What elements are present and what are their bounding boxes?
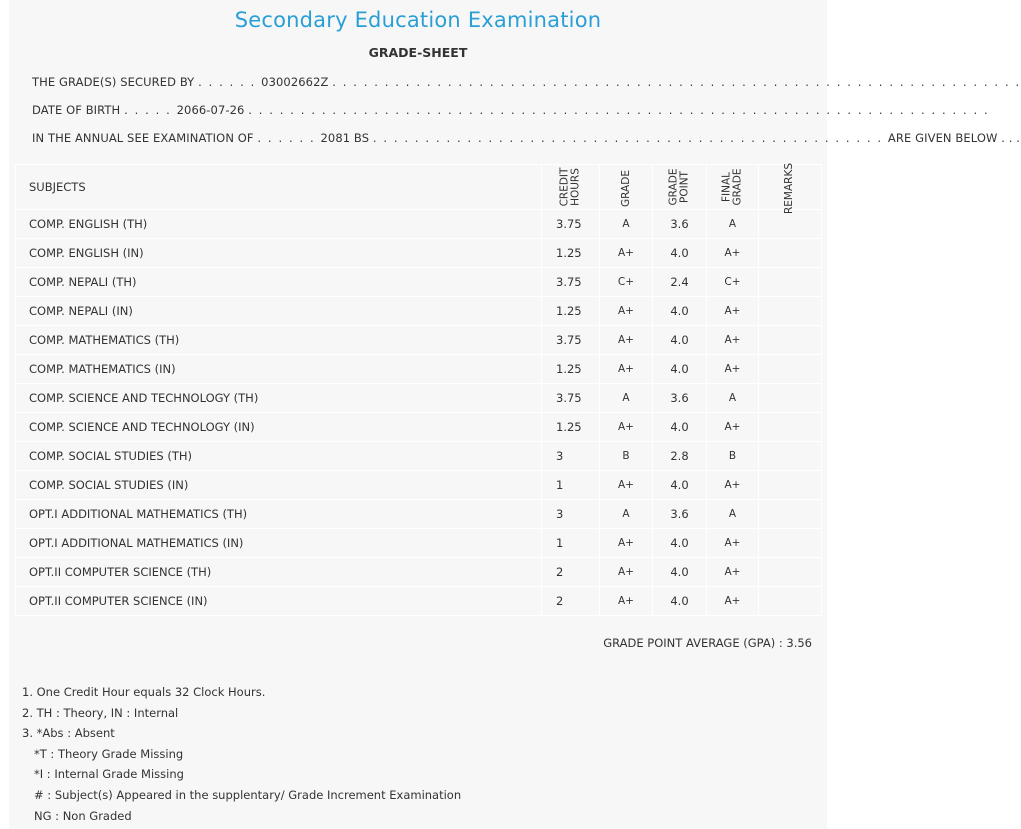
- cell-final-grade: A+: [707, 413, 759, 442]
- cell-subject: OPT.II COMPUTER SCIENCE (IN): [16, 587, 542, 616]
- cell-grade: A+: [600, 239, 653, 268]
- grades-table: [15, 164, 822, 616]
- note-item: *I : Internal Grade Missing: [34, 767, 184, 782]
- table-row: [16, 471, 822, 500]
- page-title: Secondary Education Examination: [234, 8, 602, 32]
- cell-credit-hours: 1: [542, 529, 600, 558]
- header-final-grade: [707, 165, 759, 210]
- table-header-row: [16, 165, 822, 210]
- table-row: [16, 529, 822, 558]
- cell-credit-hours: 1.25: [542, 239, 600, 268]
- header-final-grade-text: FINAL GRADE: [720, 168, 744, 206]
- exam-label: IN THE ANNUAL SEE EXAMINATION OF: [32, 131, 254, 145]
- note-item: *T : Theory Grade Missing: [34, 746, 184, 761]
- dob-label: DATE OF BIRTH: [32, 103, 121, 117]
- cell-grade-point: 4.0: [653, 413, 707, 442]
- gpa-label: GRADE POINT AVERAGE (GPA) :: [603, 636, 783, 650]
- cell-remarks: [759, 268, 822, 297]
- cell-final-grade: A+: [707, 529, 759, 558]
- header-remarks-text: REMARKS: [783, 162, 796, 215]
- header-credit-hours-text: CREDIT HOURS: [558, 167, 582, 207]
- note-item: NG : Non Graded: [34, 808, 132, 823]
- cell-remarks: [759, 384, 822, 413]
- cell-grade-point: 4.0: [653, 529, 707, 558]
- cell-grade-point: 2.4: [653, 268, 707, 297]
- cell-remarks: [759, 326, 822, 355]
- header-credit-hours: [542, 165, 600, 210]
- cell-subject: COMP. SCIENCE AND TECHNOLOGY (TH): [16, 384, 542, 413]
- cell-subject: COMP. MATHEMATICS (TH): [16, 326, 542, 355]
- cell-subject: OPT.I ADDITIONAL MATHEMATICS (TH): [16, 500, 542, 529]
- cell-credit-hours: 2: [542, 558, 600, 587]
- cell-final-grade: C+: [707, 268, 759, 297]
- cell-credit-hours: 2: [542, 587, 600, 616]
- cell-subject: COMP. NEPALI (IN): [16, 297, 542, 326]
- cell-grade: A: [600, 500, 653, 529]
- cell-subject: OPT.II COMPUTER SCIENCE (TH): [16, 558, 542, 587]
- cell-credit-hours: 3.75: [542, 326, 600, 355]
- cell-grade: A+: [600, 326, 653, 355]
- cell-final-grade: A+: [707, 297, 759, 326]
- cell-final-grade: A: [707, 384, 759, 413]
- info-exam: IN THE ANNUAL SEE EXAMINATION OF . . . . . . 2081 BS . . . . . . . . . . . . . . . . . . . . . . . . . . . . . . . . . . . . . . . . . . . . . . . . . ARE GIVEN BELOW . . .: [32, 131, 1021, 145]
- note-item: 2. TH : Theory, IN : Internal: [22, 705, 179, 720]
- cell-grade-point: 4.0: [653, 239, 707, 268]
- cell-remarks: [759, 529, 822, 558]
- cell-remarks: [759, 297, 822, 326]
- cell-subject: COMP. NEPALI (TH): [16, 268, 542, 297]
- cell-final-grade: A+: [707, 558, 759, 587]
- cell-remarks: [759, 355, 822, 384]
- cell-credit-hours: 3.75: [542, 268, 600, 297]
- cell-grade: A+: [600, 471, 653, 500]
- cell-credit-hours: 1.25: [542, 297, 600, 326]
- cell-subject: COMP. ENGLISH (IN): [16, 239, 542, 268]
- header-grade: [600, 165, 653, 210]
- table-row: [16, 268, 822, 297]
- table-row: [16, 587, 822, 616]
- cell-remarks: [759, 239, 822, 268]
- exam-value: 2081 BS: [320, 131, 370, 145]
- cell-subject: COMP. SCIENCE AND TECHNOLOGY (IN): [16, 413, 542, 442]
- cell-grade: B: [600, 442, 653, 471]
- cell-grade: C+: [600, 268, 653, 297]
- cell-remarks: [759, 442, 822, 471]
- cell-grade-point: 3.6: [653, 210, 707, 239]
- cell-grade: A: [600, 210, 653, 239]
- cell-subject: COMP. MATHEMATICS (IN): [16, 355, 542, 384]
- header-grade-point-text: GRADE POINT: [667, 168, 691, 206]
- cell-credit-hours: 3: [542, 442, 600, 471]
- cell-final-grade: A+: [707, 326, 759, 355]
- cell-credit-hours: 1.25: [542, 355, 600, 384]
- table-row: [16, 297, 822, 326]
- cell-credit-hours: 3: [542, 500, 600, 529]
- cell-remarks: [759, 471, 822, 500]
- header-grade-point: [653, 165, 707, 210]
- cell-final-grade: A: [707, 500, 759, 529]
- cell-grade-point: 3.6: [653, 500, 707, 529]
- cell-grade-point: 4.0: [653, 326, 707, 355]
- table-row: [16, 326, 822, 355]
- cell-subject: COMP. SOCIAL STUDIES (IN): [16, 471, 542, 500]
- cell-grade: A+: [600, 355, 653, 384]
- exam-suffix: ARE GIVEN BELOW . . .: [887, 131, 1021, 145]
- cell-final-grade: A+: [707, 587, 759, 616]
- cell-grade-point: 4.0: [653, 558, 707, 587]
- info-secured-by: THE GRADE(S) SECURED BY . . . . . . 03002662Z . . . . . . . . . . . . . . . . . . . . . . . . . . . . . . . . . . . . . . . . . . . . . . . . . . . . . . . . . . . . . . . . . .: [32, 75, 1021, 89]
- cell-grade-point: 4.0: [653, 471, 707, 500]
- cell-grade: A: [600, 384, 653, 413]
- table-row: [16, 500, 822, 529]
- grade-sheet: [9, 0, 1021, 829]
- cell-final-grade: A+: [707, 355, 759, 384]
- note-item: # : Subject(s) Appeared in the supplentary/ Grade Increment Examination: [34, 787, 462, 802]
- header-subjects: SUBJECTS: [16, 165, 542, 210]
- cell-subject: OPT.I ADDITIONAL MATHEMATICS (IN): [16, 529, 542, 558]
- table-row: [16, 442, 822, 471]
- cell-remarks: [759, 500, 822, 529]
- gpa-value: 3.56: [786, 636, 812, 650]
- cell-remarks: [759, 558, 822, 587]
- cell-grade-point: 4.0: [653, 587, 707, 616]
- cell-final-grade: A+: [707, 239, 759, 268]
- cell-credit-hours: 1.25: [542, 413, 600, 442]
- cell-final-grade: A: [707, 210, 759, 239]
- cell-subject: COMP. ENGLISH (TH): [16, 210, 542, 239]
- table-row: [16, 355, 822, 384]
- page-subtitle: GRADE-SHEET: [368, 45, 468, 60]
- table-row: [16, 413, 822, 442]
- cell-credit-hours: 3.75: [542, 210, 600, 239]
- note-item: 1. One Credit Hour equals 32 Clock Hours.: [22, 685, 266, 699]
- header-grade-text: GRADE: [619, 170, 632, 207]
- table-row: [16, 239, 822, 268]
- cell-grade: A+: [600, 297, 653, 326]
- table-row: [16, 384, 822, 413]
- secured-by-value: 03002662Z: [261, 75, 329, 89]
- table-row: [16, 558, 822, 587]
- info-date-of-birth: DATE OF BIRTH . . . . . 2066-07-26 . . . . . . . . . . . . . . . . . . . . . . . . . . . . . . . . . . . . . . . . . . . . . . . . . . . . . . . . . . . . . . . . . . . . . . .: [32, 103, 990, 117]
- notes-section: [22, 682, 461, 826]
- cell-grade-point: 3.6: [653, 384, 707, 413]
- cell-grade: A+: [600, 413, 653, 442]
- note-item: 3. *Abs : Absent: [22, 726, 115, 741]
- cell-final-grade: A+: [707, 471, 759, 500]
- gpa-line: [603, 636, 812, 650]
- cell-grade-point: 4.0: [653, 355, 707, 384]
- cell-grade: A+: [600, 587, 653, 616]
- table-row: [16, 210, 822, 239]
- cell-final-grade: B: [707, 442, 759, 471]
- cell-grade-point: 2.8: [653, 442, 707, 471]
- cell-remarks: [759, 587, 822, 616]
- cell-grade: A+: [600, 558, 653, 587]
- grades-table-body: [16, 210, 822, 616]
- cell-subject: COMP. SOCIAL STUDIES (TH): [16, 442, 542, 471]
- secured-by-label: THE GRADE(S) SECURED BY: [32, 75, 195, 89]
- dob-value: 2066-07-26: [176, 103, 245, 117]
- cell-remarks: [759, 413, 822, 442]
- header-remarks: [759, 162, 822, 215]
- cell-credit-hours: 3.75: [542, 384, 600, 413]
- cell-credit-hours: 1: [542, 471, 600, 500]
- cell-grade-point: 4.0: [653, 297, 707, 326]
- cell-grade: A+: [600, 529, 653, 558]
